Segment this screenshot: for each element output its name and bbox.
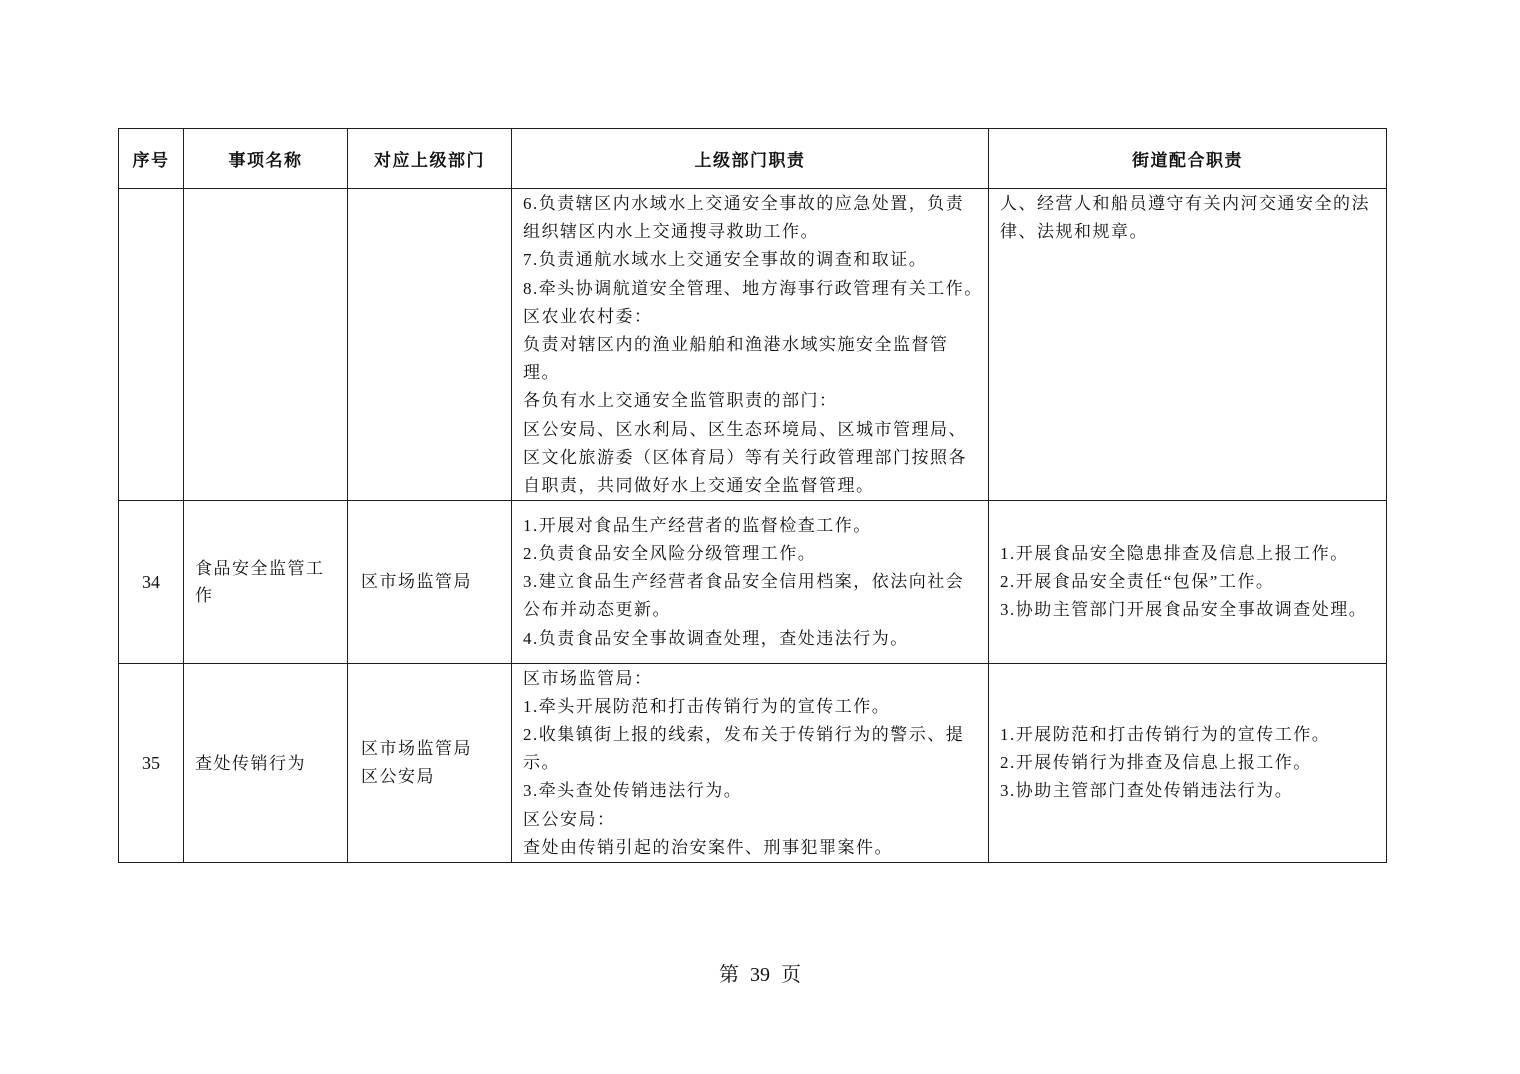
duty-line: 2.开展传销行为排查及信息上报工作。 [1000,753,1312,773]
duty-line: 3.牵头查处传销违法行为。 [523,781,743,801]
item-name-text: 食品安全监管工作 [195,559,325,606]
duty-line: 3.协助主管部门开展食品安全事故调查处理。 [1000,600,1368,620]
header-index: 序号 [119,129,184,189]
cell-index: 34 [119,501,184,664]
duty-line: 7.负责通航水域水上交通安全事故的调查和取证。 [523,250,928,270]
duty-line: 3.建立食品生产经营者食品安全信用档案，依法向社会 [523,572,965,592]
responsibility-table [118,128,1387,863]
table-row [119,189,1387,501]
duty-line: 公布并动态更新。 [523,600,671,620]
duty-line: 6.负责辖区内水域水上交通安全事故的应急处置，负责 [523,194,965,213]
department-line: 区公安局 [361,767,435,787]
cell-department [348,501,512,664]
duty-line: 示。 [523,753,560,773]
duty-line: 区文化旅游委（区体育局）等有关行政管理部门按照各 [523,447,967,467]
duty-line: 区市场监管局： [523,668,653,688]
duty-line: 组织辖区内水上交通搜寻救助工作。 [523,222,819,242]
duty-line: 律、法规和规章。 [1000,222,1148,242]
duty-line: 区公安局、区水利局、区生态环境局、区城市管理局、 [523,419,967,439]
cell-item-name [184,501,348,664]
cell-item-name [184,189,348,501]
cell-index [119,189,184,501]
duty-line: 1.开展防范和打击传销行为的宣传工作。 [1000,724,1331,744]
duty-line: 2.负责食品安全风险分级管理工作。 [523,543,817,563]
duty-line: 各负有水上交通安全监管职责的部门： [523,391,838,411]
page-number: 第 39 页 [719,964,801,986]
table-row [119,664,1387,863]
cell-street-duties [989,189,1387,501]
cell-superior-duties [512,664,989,863]
cell-superior-duties [512,189,989,501]
duty-line: 负责对辖区内的渔业船舶和渔港水域实施安全监督管 [523,335,949,355]
duty-line: 1.开展食品安全隐患排查及信息上报工作。 [1000,543,1349,563]
table-row [119,501,1387,664]
header-item-name: 事项名称 [184,129,348,189]
duty-line: 区公安局： [523,809,616,829]
cell-department [348,664,512,863]
duty-line: 4.负责食品安全事故调查处理，查处违法行为。 [523,628,909,648]
department-line: 区市场监管局 [361,739,472,759]
header-superior-duties: 上级部门职责 [512,129,989,189]
duty-line: 3.协助主管部门查处传销违法行为。 [1000,781,1294,801]
cell-street-duties [989,664,1387,863]
duty-line: 2.收集镇街上报的线索，发布关于传销行为的警示、提 [523,724,965,744]
duty-line: 人、经营人和船员遵守有关内河交通安全的法 [1000,194,1370,213]
cell-department [348,189,512,501]
duty-line: 理。 [523,363,560,383]
header-superior-department: 对应上级部门 [348,129,512,189]
duty-line: 查处由传销引起的治安案件、刑事犯罪案件。 [523,837,893,857]
department-line: 区市场监管局 [361,572,472,592]
duty-line: 自职责，共同做好水上交通安全监督管理。 [523,476,875,496]
duty-line: 1.牵头开展防范和打击传销行为的宣传工作。 [523,696,891,716]
cell-superior-duties [512,501,989,664]
cell-street-duties [989,501,1387,664]
header-street-duties: 街道配合职责 [989,129,1387,189]
duty-line: 1.开展对食品生产经营者的监督检查工作。 [523,515,872,535]
duty-line: 2.开展食品安全责任“包保”工作。 [1000,572,1275,592]
item-name-text: 查处传销行为 [195,753,306,773]
duty-line: 8.牵头协调航道安全管理、地方海事行政管理有关工作。 [523,278,983,298]
table-header-row [119,129,1387,189]
duty-line: 区农业农村委： [523,306,653,326]
cell-index: 35 [119,664,184,863]
cell-item-name [184,664,348,863]
